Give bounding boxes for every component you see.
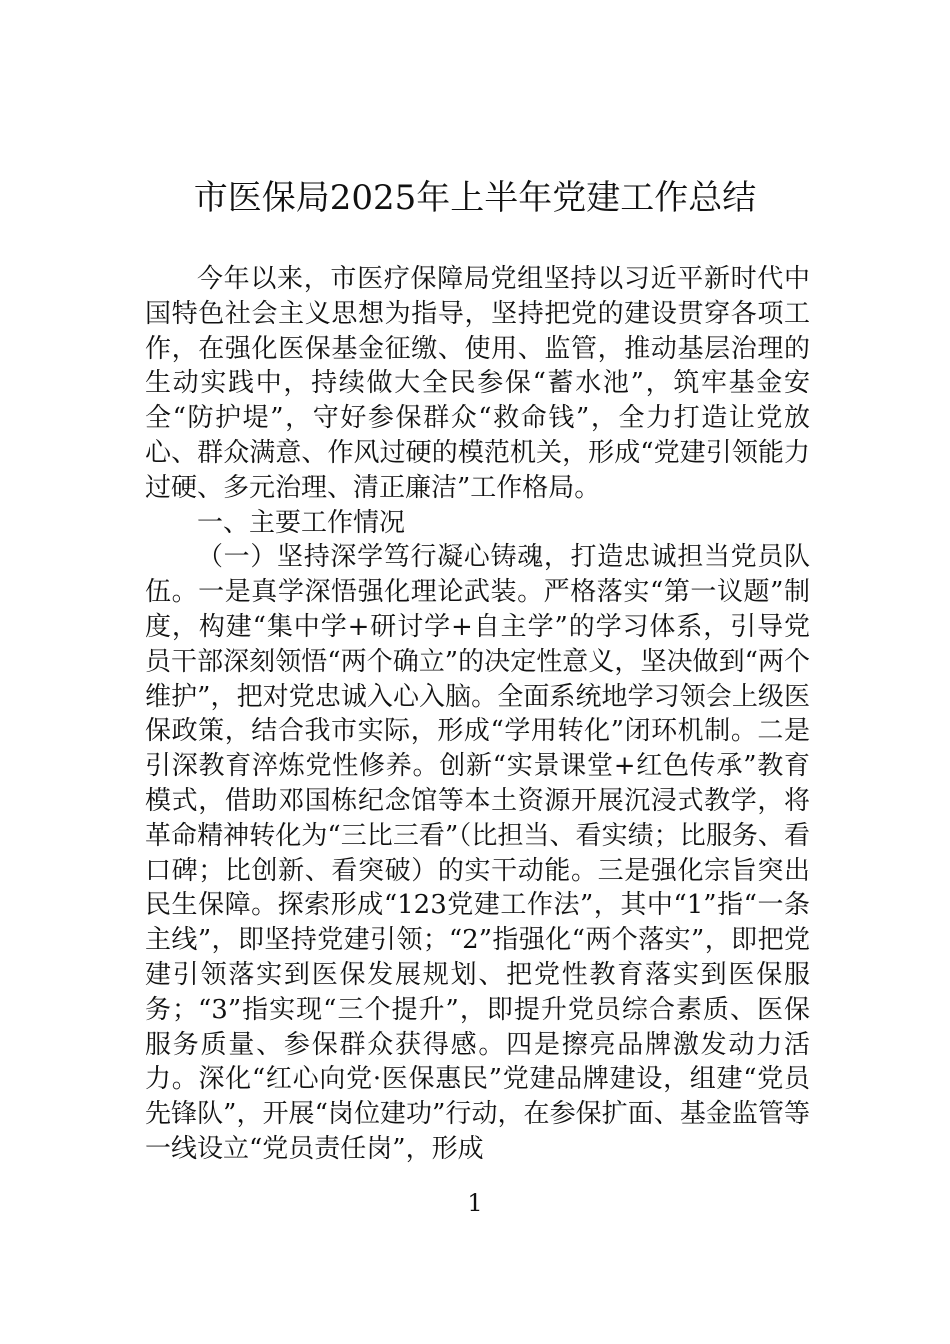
section-heading: 一、主要工作情况 [197, 507, 406, 538]
page-number: 1 [467, 1189, 483, 1217]
document-body [145, 262, 810, 1167]
intro-paragraph: 今年以来，市医疗保障局党组坚持以习近平新时代中国特色社会主义思想为指导，坚持把党的建设贯穿各项工作，在强化医保基金征缴、使用、监管，推动基层治理的生动实践中，持续做大全民参保“蓄水池”，筑牢基金安全“防护堤”，守好参保群众“救命钱”，全力打造让党放心、群众满意、作风过硬的模范机关，形成“党建引领能力过硬、多元治理、清正廉洁”工作格局。 [145, 264, 810, 503]
section-paragraph: （一）坚持深学笃行凝心铸魂，打造忠诚担当党员队伍。一是真学深悟强化理论武装。严格落实“第一议题”制度，构建“集中学+研讨学+自主学”的学习体系，引导党员干部深刻领悟“两个确立”的决定性意义，坚决做到“两个维护”，把对党忠诚入心入脑。全面系统地学习领会上级医保政策，结合我市实际，形成“学用转化”闭环机制。二是引深教育淬炼党性修养。创新“实景课堂+红色传承”教育模式，借助邓国栋纪念馆等本土资源开展沉浸式教学，将革命精神转化为“三比三看”（比担当、看实绩；比服务、看口碑；比创新、看突破）的实干动能。三是强化宗旨突出民生保障。探索形成“123党建工作法”，其中“1”指“一条主线”，即坚持党建引领；“2”指强化“两个落实”，即把党建引领落实到医保发展规划、把党性教育落实到医保服务；“3”指实现“三个提升”，即提升党员综合素质、医保服务质量、参保群众获得感。四是擦亮品牌激发动力活力。深化“红心向党·医保惠民”党建品牌建设，组建“党员先锋队”，开展“岗位建功”行动，在参保扩面、基金监管等一线设立“党员责任岗”，形成 [145, 542, 810, 1164]
document-title: 市医保局2025年上半年党建工作总结 [193, 178, 757, 218]
